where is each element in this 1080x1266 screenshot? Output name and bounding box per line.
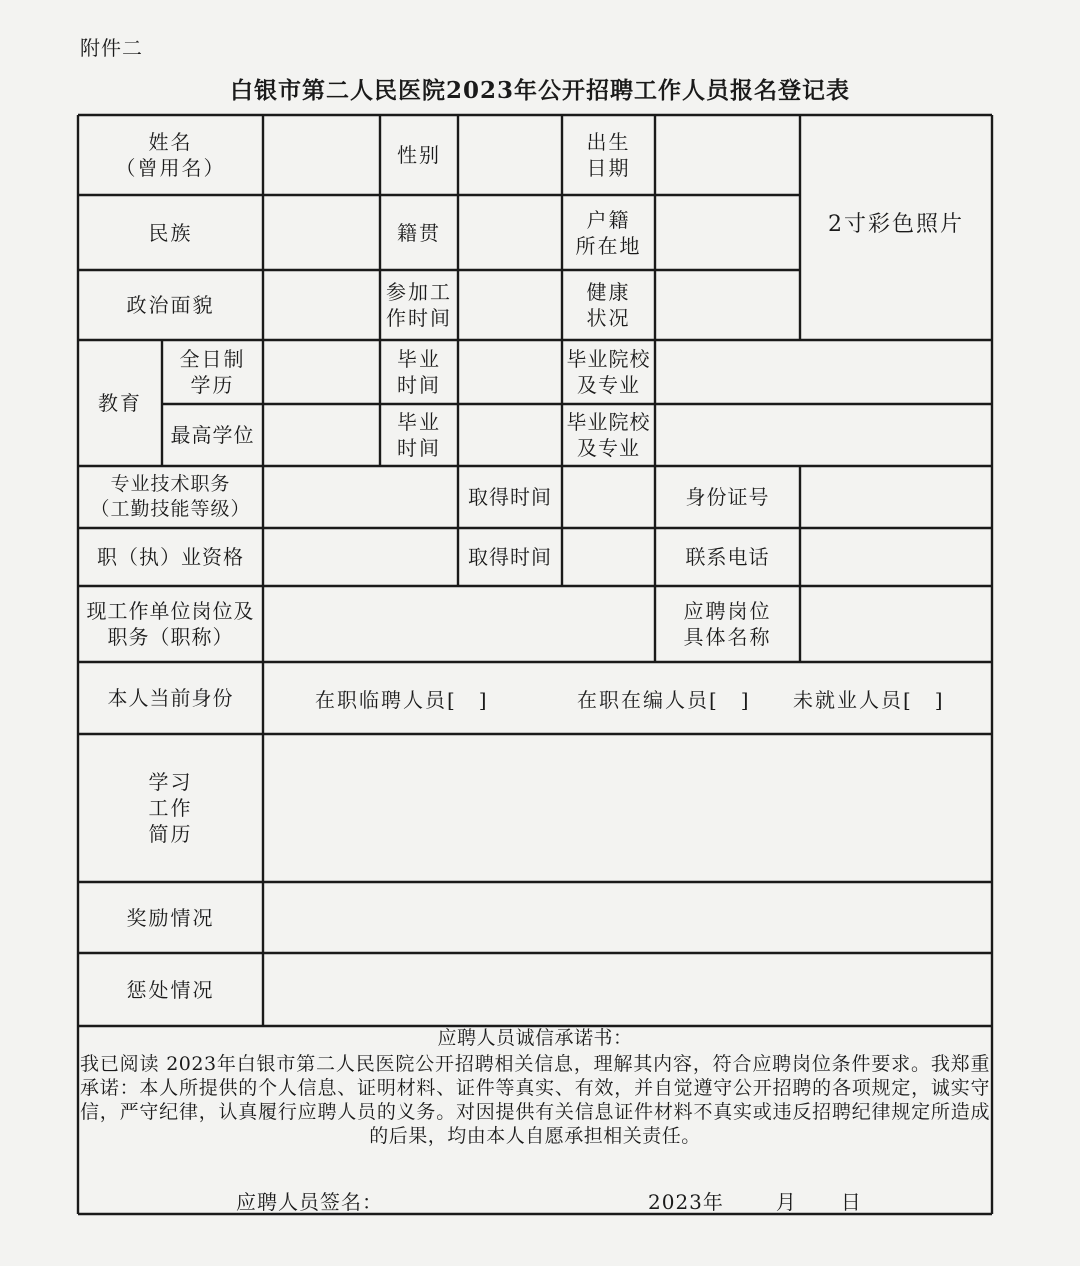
professional-title-label: 专业技术职务 （工勤技能等级） [90,473,251,520]
work-start-label: 参加工 作时间 [386,280,452,330]
household-label: 户籍 所在地 [575,207,642,258]
current-status-label: 本人当前身份 [107,686,234,710]
status-option-temporary[interactable]: 在职临聘人员[ ] [315,687,489,712]
attachment-label: 附件二 [80,36,143,60]
pledge-body: 我已阅读 2023年白银市第二人民医院公开招聘相关信息，理解其内容，符合应聘岗位条件要求。我郑重承诺：本人所提供的个人信息、证明材料、证件等真实、有效，并自觉遵守公开招聘的各项规定，诚实守信，严守纪律，认真履行应聘人员的义务。对因提供有关信息证件材料不真实或违反招聘纪律规定所造成的后果，均由本人自愿承担相关责任。 [80,1053,990,1147]
form-title: 白银市第二人民医院2023年公开招聘工作人员报名登记表 [229,77,850,104]
name-label: 姓名 （曾用名） [115,130,226,180]
current-job-input[interactable] [265,588,653,660]
graduation-time-label-1: 毕业 时间 [397,347,441,397]
pledge-title: 应聘人员诚信承诺书： [437,1027,633,1049]
obtain-time-input-2[interactable] [564,530,653,584]
birth-date-label: 出生 日期 [586,130,631,180]
qualification-label: 职（执）业资格 [97,545,244,569]
signature-label: 应聘人员签名： [236,1190,383,1214]
household-input[interactable] [657,197,798,268]
gender-input[interactable] [460,117,560,193]
professional-title-input[interactable] [265,468,456,526]
resume-label: 学习 工作 简历 [148,770,193,846]
highest-degree-input[interactable] [265,406,378,464]
id-number-label: 身份证号 [685,485,770,509]
education-label: 教育 [98,391,142,415]
ethnicity-input[interactable] [265,197,378,268]
school-major-label-2: 毕业院校 及专业 [566,410,651,460]
fulltime-education-label: 全日制 学历 [179,347,246,397]
photo-placeholder[interactable]: 2寸彩色照片 [828,212,964,237]
health-input[interactable] [657,272,798,338]
rewards-label: 奖励情况 [126,905,215,930]
phone-label: 联系电话 [685,545,770,569]
status-option-established[interactable]: 在职在编人员[ ] [577,687,751,712]
punishments-input[interactable] [265,955,990,1024]
political-status-label: 政治面貌 [126,293,215,317]
obtain-time-label-1: 取得时间 [468,485,552,509]
graduation-time-input-2[interactable] [460,406,560,464]
applied-position-input[interactable] [802,588,990,660]
graduation-time-input-1[interactable] [460,342,560,402]
date-year: 2023年 [648,1190,724,1214]
health-label: 健康 状况 [586,280,631,330]
name-input[interactable] [265,117,378,193]
date-day: 日 [840,1190,862,1214]
highest-degree-label: 最高学位 [170,423,255,447]
political-status-input[interactable] [265,272,378,338]
resume-input[interactable] [265,736,990,880]
work-start-input[interactable] [460,272,560,338]
applied-position-label: 应聘岗位 具体名称 [683,599,772,649]
rewards-input[interactable] [265,884,990,951]
fulltime-education-input[interactable] [265,342,378,402]
obtain-time-label-2: 取得时间 [468,545,552,569]
qualification-input[interactable] [265,530,456,584]
native-place-label: 籍贯 [397,220,441,245]
school-major-input-1[interactable] [657,342,990,402]
status-option-unemployed[interactable]: 未就业人员[ ] [793,687,945,712]
ethnicity-label: 民族 [148,220,193,245]
punishments-label: 惩处情况 [126,977,215,1002]
birth-date-input[interactable] [657,117,798,193]
school-major-label-1: 毕业院校 及专业 [566,347,651,397]
signature-date [648,1186,862,1215]
id-number-input[interactable] [802,468,990,526]
signature-input[interactable] [390,1180,630,1210]
date-month: 月 [775,1190,797,1214]
obtain-time-input-1[interactable] [564,468,653,526]
graduation-time-label-2: 毕业 时间 [397,410,441,460]
phone-input[interactable] [802,530,990,584]
current-job-label: 现工作单位岗位及 职务（职称） [86,599,255,649]
gender-label: 性别 [397,143,441,167]
native-place-input[interactable] [460,197,560,268]
school-major-input-2[interactable] [657,406,990,464]
